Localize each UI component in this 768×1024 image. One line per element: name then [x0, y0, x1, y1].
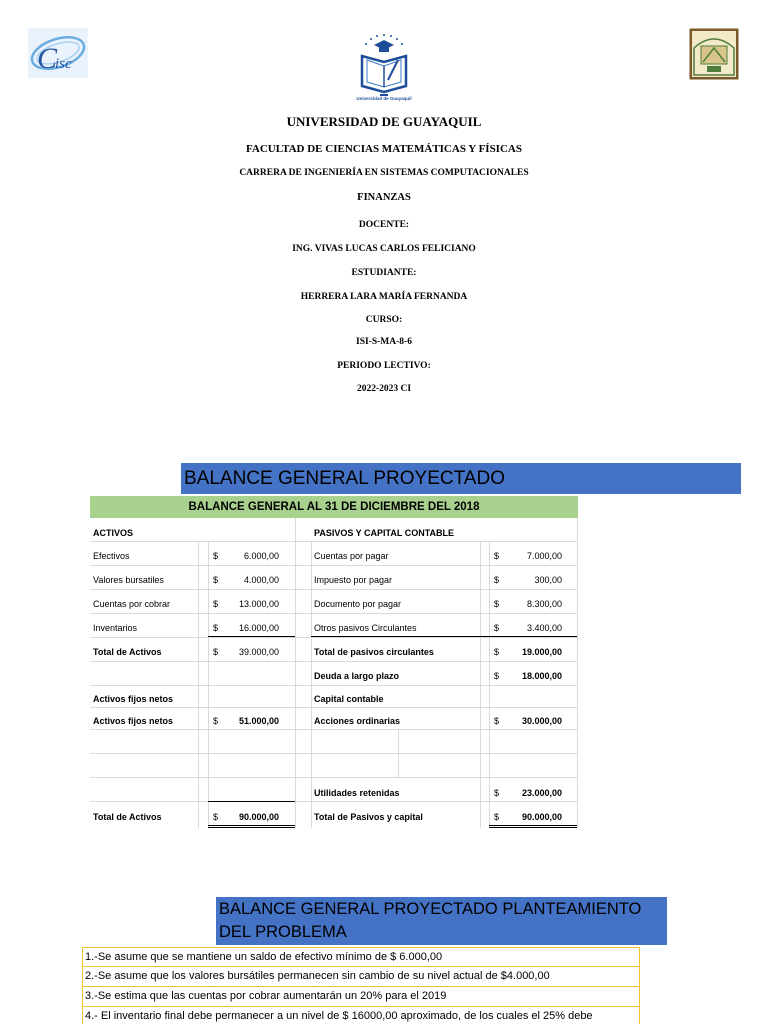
asset-label: Activos fijos netos	[93, 694, 174, 704]
asset-value: 6.000,00	[243, 551, 279, 561]
total-double-underline	[489, 825, 577, 828]
asset-total-label: Total de Activos	[93, 647, 162, 657]
currency-symbol: $	[213, 623, 219, 633]
problem-statement-list	[82, 947, 640, 1024]
currency-symbol: $	[494, 647, 500, 657]
grid-line	[90, 753, 578, 754]
assets-header: ACTIVOS	[93, 528, 134, 538]
student-label: ESTUDIANTE:	[351, 268, 417, 278]
course-label: CURSO:	[365, 315, 403, 325]
grid-line	[90, 589, 578, 590]
currency-symbol: $	[213, 599, 219, 609]
liability-total-label: Total de pasivos circulantes	[314, 647, 434, 657]
asset-grand-total-value: 90.000,00	[238, 812, 279, 822]
total-topline	[208, 801, 295, 802]
cisc-logo	[28, 28, 88, 78]
currency-symbol: $	[494, 788, 500, 798]
balance-table	[90, 496, 578, 828]
grid-line	[90, 541, 578, 542]
currency-symbol: $	[213, 551, 219, 561]
period-label: PERIODO LECTIVO:	[337, 361, 431, 371]
grid-line	[90, 685, 578, 686]
course-code: ISI-S-MA-8-6	[356, 337, 412, 347]
grid-line	[90, 729, 578, 730]
asset-value: 16.000,00	[238, 623, 279, 633]
career-name: CARRERA DE INGENIERÍA EN SISTEMAS COMPUTACIONALES	[239, 168, 529, 178]
total-double-underline	[208, 825, 295, 828]
student-name: HERRERA LARA MARÍA FERNANDA	[300, 292, 468, 302]
subtotal-underline	[311, 636, 577, 637]
liability-label: Capital contable	[314, 694, 384, 704]
cisc-logo-text: isc	[55, 56, 72, 72]
asset-value: 51.000,00	[238, 716, 279, 726]
university-crest-caption: Universidad de Guayaquil	[356, 96, 412, 101]
subject-name: FINANZAS	[357, 192, 411, 203]
grid-line	[90, 637, 578, 638]
grid-line	[90, 777, 578, 778]
cisc-logo-letter: C	[37, 42, 58, 75]
liability-label: Impuesto por pagar	[314, 575, 393, 585]
currency-symbol: $	[213, 716, 219, 726]
faculty-name: FACULTAD DE CIENCIAS MATEMÁTICAS Y FÍSICAS	[246, 143, 522, 155]
asset-label: Inventarios	[93, 623, 138, 633]
asset-label: Valores bursatiles	[93, 575, 164, 585]
teacher-name: ING. VIVAS LUCAS CARLOS FELICIANO	[292, 244, 476, 254]
currency-symbol: $	[494, 575, 500, 585]
liabilities-header: PASIVOS Y CAPITAL CONTABLE	[314, 528, 455, 538]
asset-value: 4.000,00	[243, 575, 279, 585]
currency-symbol: $	[494, 623, 500, 633]
liability-value: 18.000,00	[521, 671, 562, 681]
liability-label: Acciones ordinarias	[314, 716, 401, 726]
university-name: UNIVERSIDAD DE GUAYAQUIL	[286, 114, 482, 129]
problem-item: 3.-Se estima que las cuentas por cobrar aumentarán un 20% para el 2019	[82, 987, 640, 1007]
currency-symbol: $	[213, 575, 219, 585]
asset-label: Activos fijos netos	[93, 716, 174, 726]
asset-total-value: 39.000,00	[238, 647, 279, 657]
currency-symbol: $	[494, 812, 500, 822]
currency-symbol: $	[213, 812, 219, 822]
liability-label: Utilidades retenidas	[314, 788, 400, 798]
asset-grand-total-label: Total de Activos	[93, 812, 162, 822]
liability-grand-total-value: 90.000,00	[521, 812, 562, 822]
problem-item: 1.-Se asume que se mantiene un saldo de efectivo mínimo de $ 6.000,00	[82, 947, 640, 967]
currency-symbol: $	[494, 599, 500, 609]
problem-item: 4.- El inventario final debe permanecer a un nivel de $ 16000,00 aproximado, de los cuales el 25% debe	[82, 1007, 640, 1024]
asset-value: 13.000,00	[238, 599, 279, 609]
faculty-seal-logo	[689, 28, 739, 80]
liability-value: 3.400,00	[526, 623, 562, 633]
liability-value: 30.000,00	[521, 716, 562, 726]
balance-table-title: BALANCE GENERAL AL 31 DE DICIEMBRE DEL 2018	[90, 496, 578, 518]
asset-label: Efectivos	[93, 551, 130, 561]
currency-symbol: $	[494, 671, 500, 681]
grid-line	[90, 707, 578, 708]
liability-value: 7.000,00	[526, 551, 562, 561]
liability-label: Deuda a largo plazo	[314, 671, 400, 681]
currency-symbol: $	[213, 647, 219, 657]
liability-value: 300,00	[534, 575, 562, 585]
grid-line	[90, 661, 578, 662]
university-crest-logo	[352, 30, 416, 104]
grid-line	[90, 565, 578, 566]
subtotal-underline	[208, 636, 295, 637]
liability-label: Cuentas por pagar	[314, 551, 389, 561]
liability-grand-total-label: Total de Pasivos y capital	[314, 812, 423, 822]
liability-label: Otros pasivos Circulantes	[314, 623, 417, 633]
problem-item: 2.-Se asume que los valores bursátiles permanecen sin cambio de su nivel actual de $4.000,00	[82, 967, 640, 987]
section-title-balance: BALANCE GENERAL PROYECTADO	[181, 463, 741, 494]
liability-total-value: 19.000,00	[521, 647, 562, 657]
grid-line	[90, 801, 578, 802]
liability-label: Documento por pagar	[314, 599, 402, 609]
asset-label: Cuentas por cobrar	[93, 599, 171, 609]
currency-symbol: $	[494, 551, 500, 561]
period-value: 2022-2023 CI	[356, 384, 412, 394]
currency-symbol: $	[494, 716, 500, 726]
liability-value: 23.000,00	[521, 788, 562, 798]
grid-line	[90, 613, 578, 614]
section-title-problem: BALANCE GENERAL PROYECTADO PLANTEAMIENTO DEL PROBLEMA	[216, 897, 667, 945]
liability-value: 8.300,00	[526, 599, 562, 609]
teacher-label: DOCENTE:	[358, 220, 410, 230]
